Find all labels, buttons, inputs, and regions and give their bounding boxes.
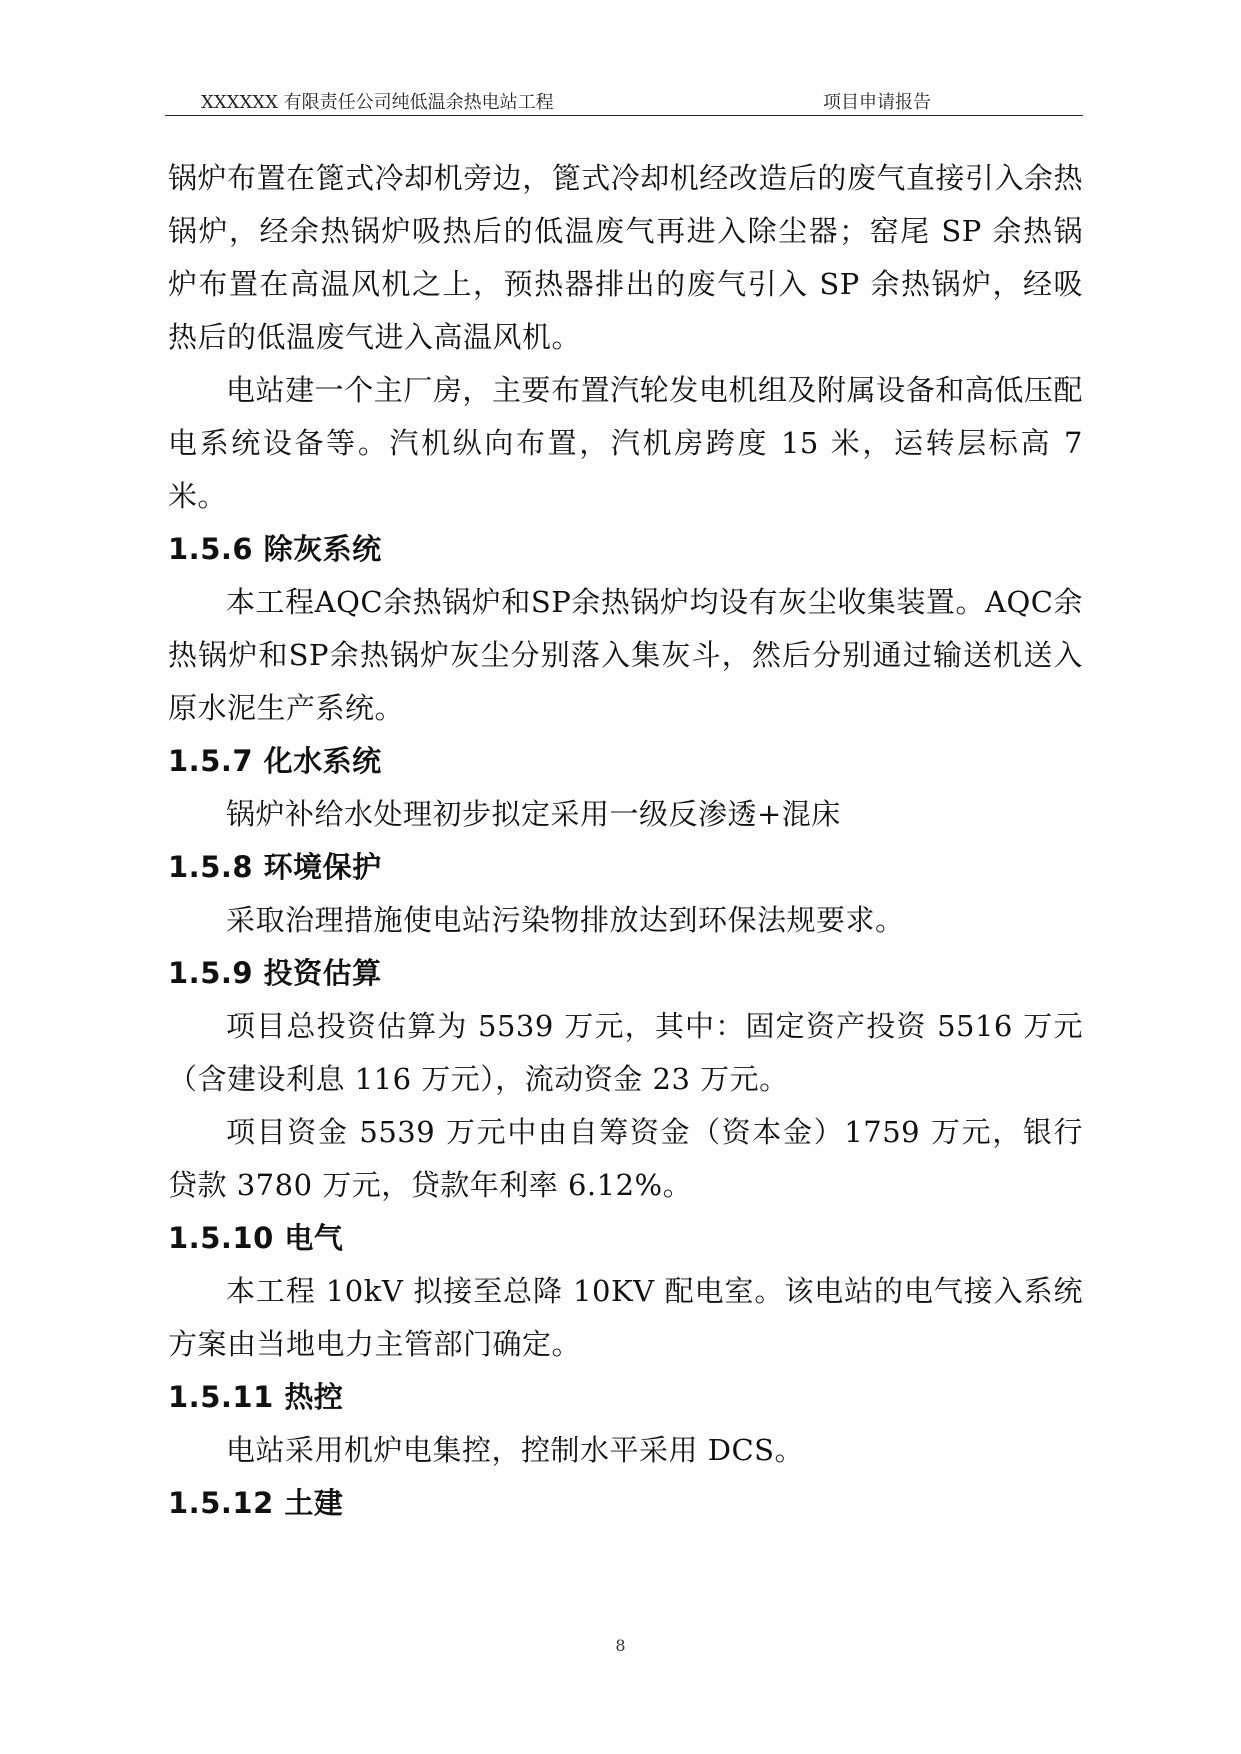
section-heading-ash-removal: 1.5.6 除灰系统 bbox=[168, 532, 382, 566]
section-heading-investment: 1.5.9 投资估算 bbox=[168, 956, 382, 990]
paragraph-environment: 采取治理措施使电站污染物排放达到环保法规要求。 bbox=[226, 903, 905, 937]
page-number: 8 bbox=[615, 1636, 626, 1655]
paragraph-water-treatment: 锅炉补给水处理初步拟定采用一级反渗透+混床 bbox=[226, 797, 841, 831]
paragraph-ash-removal: 本工程AQC余热锅炉和SP余热锅炉均设有灰尘收集装置。AQC余热锅炉和SP余热锅炉灰尘分别落入集灰斗，然后分别通过输送机送入原水泥生产系统。 bbox=[168, 585, 1083, 725]
paragraph-main-building: 电站建一个主厂房，主要布置汽轮发电机组及附属设备和高低压配电系统设备等。汽机纵向布置，汽机房跨度 15 米，运转层标高 7 米。 bbox=[168, 373, 1083, 513]
paragraph-boiler-layout: 锅炉布置在篦式冷却机旁边，篦式冷却机经改造后的废气直接引入余热锅炉，经余热锅炉吸热后的低温废气再进入除尘器；窑尾 SP 余热锅炉布置在高温风机之上，预热器排出的废气引入 SP 余热锅炉，经吸热后的低温废气进入高温风机。 bbox=[168, 161, 1083, 354]
paragraph-investment-funding: 项目资金 5539 万元中由自筹资金（资本金）1759 万元，银行贷款 3780 万元，贷款年利率 6.12%。 bbox=[168, 1115, 1083, 1202]
section-heading-environment: 1.5.8 环境保护 bbox=[168, 850, 382, 884]
document-body bbox=[168, 152, 1083, 1530]
section-heading-thermal-control: 1.5.11 热控 bbox=[168, 1380, 344, 1414]
section-heading-civil: 1.5.12 土建 bbox=[168, 1486, 344, 1520]
section-heading-electrical: 1.5.10 电气 bbox=[168, 1221, 344, 1255]
header-divider bbox=[165, 115, 1083, 116]
paragraph-electrical: 本工程 10kV 拟接至总降 10KV 配电室。该电站的电气接入系统方案由当地电力主管部门确定。 bbox=[168, 1274, 1083, 1361]
paragraph-thermal-control: 电站采用机炉电集控，控制水平采用 DCS。 bbox=[226, 1433, 805, 1467]
page-header bbox=[165, 86, 1083, 116]
section-heading-water-treatment: 1.5.7 化水系统 bbox=[168, 744, 382, 778]
paragraph-investment-total: 项目总投资估算为 5539 万元，其中：固定资产投资 5516 万元（含建设利息 116 万元），流动资金 23 万元。 bbox=[168, 1009, 1083, 1096]
header-title: XXXXXX 有限责任公司纯低温余热电站工程 bbox=[201, 92, 554, 113]
header-doc-type: 项目申请报告 bbox=[823, 92, 931, 113]
